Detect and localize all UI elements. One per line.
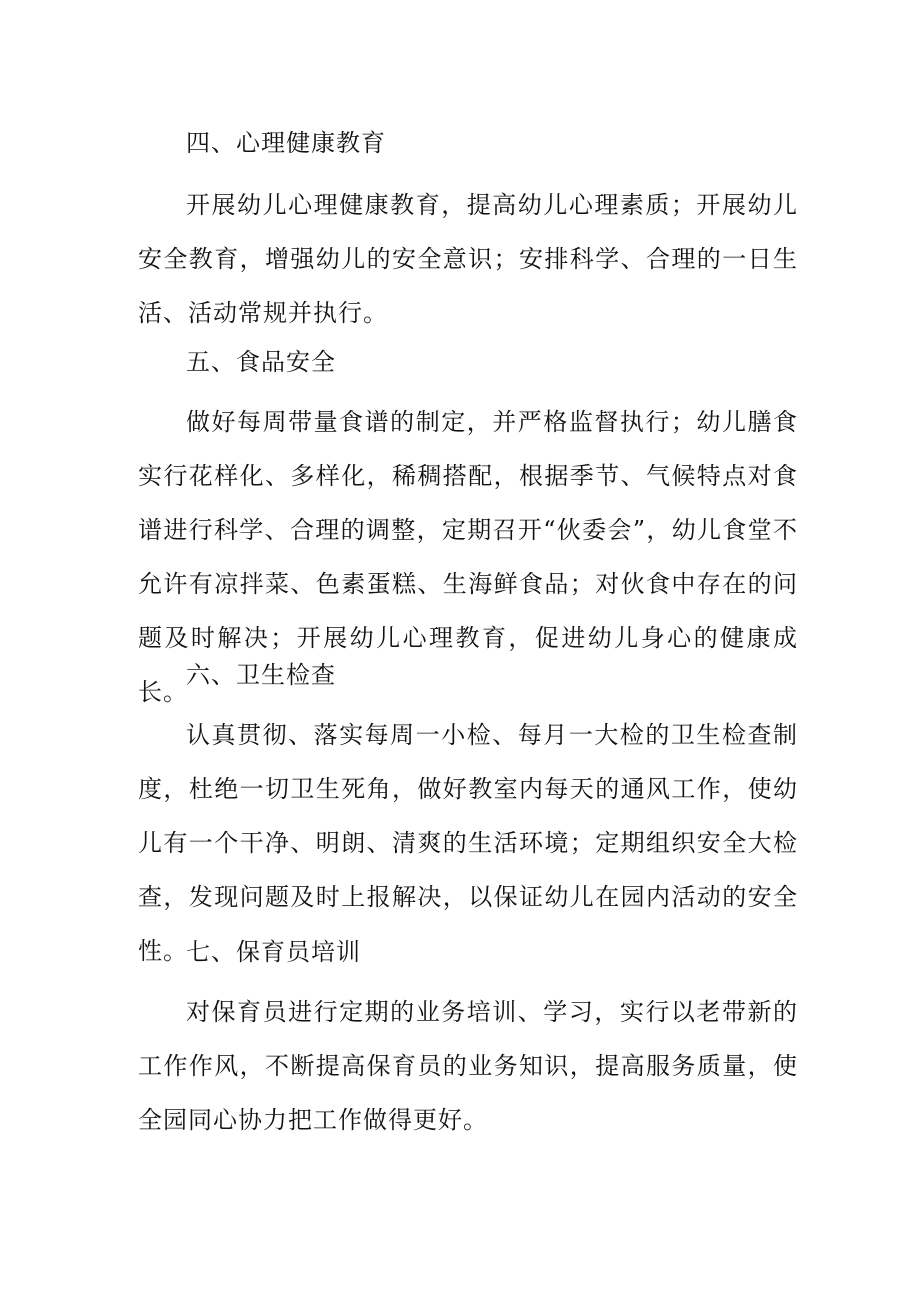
section-heading: 六、卫生检查: [186, 661, 336, 689]
section-paragraph: 开展幼儿心理健康教育，提高幼儿心理素质；开展幼儿安全教育，增强幼儿的安全意识；安排科学、合理的一日生活、活动常规并执行。: [138, 191, 798, 327]
section-heading: 四、心理健康教育: [186, 129, 386, 157]
section-heading: 五、食品安全: [186, 348, 336, 376]
section-paragraph: 认真贯彻、落实每周一小检、每月一大检的卫生检查制度，杜绝一切卫生死角，做好教室内每天的通风工作，使幼儿有一个干净、明朗、清爽的生活环境；定期组织安全大检查，发现问题及时上报解决，以保证幼儿在园内活动的安全性。: [138, 721, 798, 965]
section-paragraph: 对保育员进行定期的业务培训、学习，实行以老带新的工作作风，不断提高保育员的业务知识，提高服务质量，使全园同心协力把工作做得更好。: [138, 998, 798, 1134]
section-paragraph: 做好每周带量食谱的制定，并严格监督执行；幼儿膳食实行花样化、多样化，稀稠搭配，根据季节、气候特点对食谱进行科学、合理的调整，定期召开“伙委会”，幼儿食堂不允许有凉拌菜、色素蛋糕、生海鲜食品；对伙食中存在的问题及时解决；开展幼儿心理教育，促进幼儿身心的健康成长。: [138, 408, 798, 706]
section-heading: 七、保育员培训: [186, 938, 361, 966]
